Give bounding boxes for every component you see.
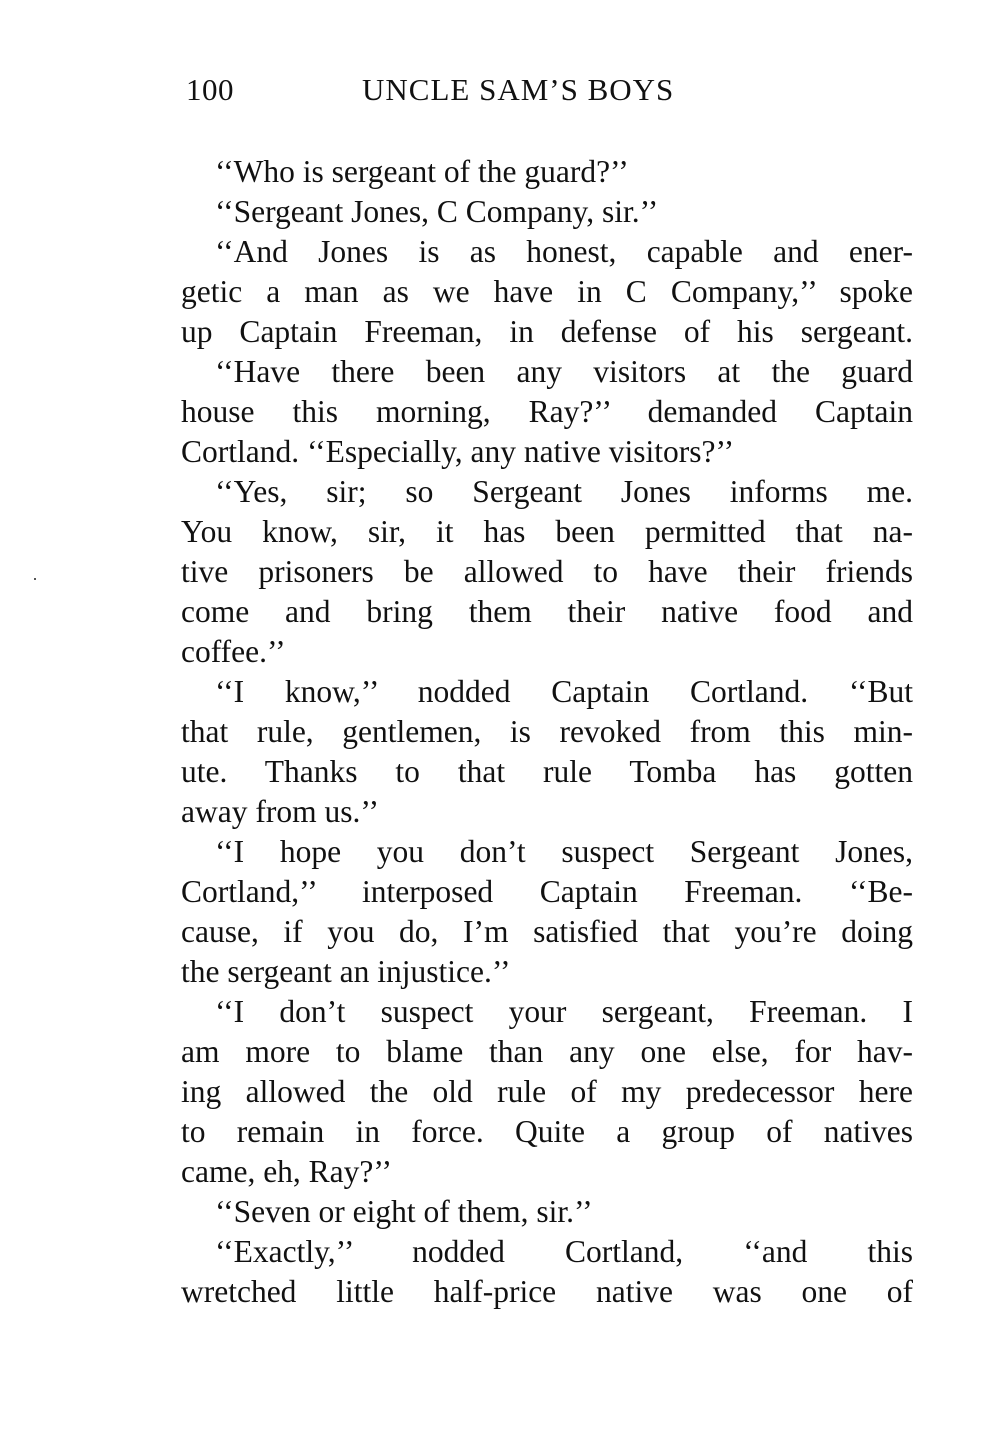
text-line: Cortland,’’ interposed Captain Freeman. ‘‘Be- — [181, 874, 913, 909]
text-line: house this morning, Ray?’’ demanded Captain — [181, 394, 913, 429]
text-line: the sergeant an injustice.’’ — [181, 954, 511, 989]
text-line: that rule, gentlemen, is revoked from this min- — [181, 714, 913, 749]
text-line: ‘‘Seven or eight of them, sir.’’ — [215, 1194, 593, 1229]
text-line: ‘‘I know,’’ nodded Captain Cortland. ‘‘But — [215, 674, 913, 709]
text-line: coffee.’’ — [181, 634, 286, 669]
text-line: away from us.’’ — [181, 794, 379, 829]
text-line: ‘‘I hope you don’t suspect Sergeant Jones, — [215, 834, 913, 869]
text-line: ‘‘And Jones is as honest, capable and ener- — [215, 234, 913, 269]
text-line: ‘‘Exactly,’’ nodded Cortland, ‘‘and this — [215, 1234, 913, 1269]
text-line: ‘‘Yes, sir; so Sergeant Jones informs me. — [215, 474, 913, 509]
running-head — [186, 72, 746, 112]
text-line: come and bring them their native food and — [181, 594, 913, 629]
text-line: to remain in force. Quite a group of natives — [181, 1114, 913, 1149]
text-line: came, eh, Ray?’’ — [181, 1154, 393, 1189]
running-title: UNCLE SAM’S BOYS — [362, 72, 675, 107]
text-line: tive prisoners be allowed to have their friends — [181, 554, 913, 589]
text-line: up Captain Freeman, in defense of his sergeant. — [181, 314, 913, 349]
text-line: You know, sir, it has been permitted that na- — [181, 514, 913, 549]
text-line: cause, if you do, I’m satisfied that you’re doing — [181, 914, 913, 949]
text-line: getic a man as we have in C Company,’’ spoke — [181, 274, 913, 309]
text-line: wretched little half-price native was one of — [181, 1274, 913, 1309]
page-number: 100 — [186, 72, 234, 107]
text-line: am more to blame than any one else, for hav- — [181, 1034, 913, 1069]
body-text — [181, 152, 913, 1312]
text-line: ‘‘I don’t suspect your sergeant, Freeman. I — [215, 994, 913, 1029]
text-line: ute. Thanks to that rule Tomba has gotten — [181, 754, 913, 789]
text-line: ‘‘Sergeant Jones, C Company, sir.’’ — [215, 194, 659, 229]
text-line: ‘‘Have there been any visitors at the guard — [215, 354, 913, 389]
text-line: Cortland. ‘‘Especially, any native visitors?’’ — [181, 434, 735, 469]
stray-ink-mark — [34, 578, 36, 580]
text-line: ing allowed the old rule of my predecessor here — [181, 1074, 913, 1109]
text-line: ‘‘Who is sergeant of the guard?’’ — [215, 154, 629, 189]
